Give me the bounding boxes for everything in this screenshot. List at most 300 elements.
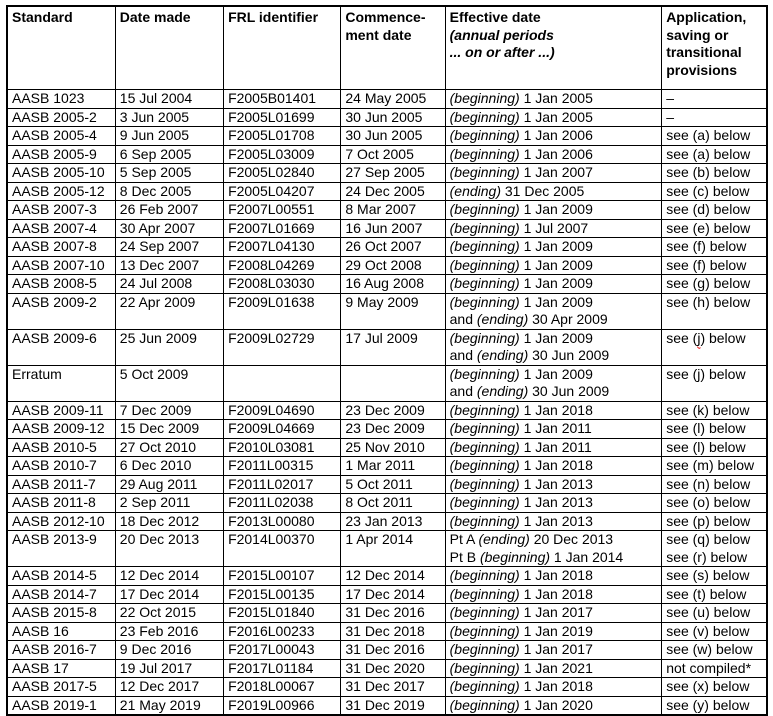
- cell-effective-date: [445, 420, 662, 439]
- table-row: [7, 164, 767, 183]
- application-line: [666, 127, 764, 145]
- table-row: [7, 365, 767, 401]
- text-segment: (ending): [449, 182, 501, 199]
- cell-commencement-date: 31 Dec 2019: [341, 696, 445, 715]
- application-line: [666, 183, 764, 201]
- cell-commencement-date: 16 Jun 2007: [341, 219, 445, 238]
- application-line: [666, 623, 764, 641]
- text-segment: 1 Jan 2009: [519, 293, 593, 310]
- cell-commencement-date: 31 Dec 2017: [341, 678, 445, 697]
- cell-application-provisions: [662, 604, 767, 623]
- cell-commencement-date: 7 Oct 2005: [341, 145, 445, 164]
- text-segment: see (r) below: [666, 548, 748, 565]
- text-segment: FRL identifier: [228, 9, 319, 25]
- effective-date-line: [450, 402, 660, 420]
- cell-commencement-date: 26 Oct 2007: [341, 238, 445, 257]
- table-row: [7, 275, 767, 294]
- effective-date-line: [450, 294, 660, 312]
- application-line: [666, 238, 764, 256]
- cell-application-provisions: [662, 438, 767, 457]
- text-segment: see (o) below: [666, 494, 751, 510]
- effective-date-line: [450, 623, 660, 641]
- cell-date-made: 6 Sep 2005: [115, 145, 223, 164]
- text-segment: (beginning): [449, 90, 520, 106]
- text-segment: (beginning): [449, 293, 520, 310]
- cell-date-made: 25 Jun 2009: [115, 329, 223, 365]
- text-segment: (beginning): [449, 219, 520, 236]
- spellcheck-flagged-text: j: [697, 329, 701, 346]
- cell-effective-date: [445, 678, 662, 697]
- text-segment: (beginning): [449, 438, 520, 455]
- cell-frl-identifier: F2005L03009: [224, 145, 341, 164]
- text-segment: and: [449, 383, 477, 399]
- cell-commencement-date: 1 Apr 2014: [341, 531, 445, 567]
- cell-effective-date: [445, 622, 662, 641]
- text-segment: Pt A: [449, 531, 479, 547]
- cell-standard: AASB 2012-10: [7, 512, 115, 531]
- text-segment: (beginning): [449, 678, 520, 694]
- text-segment: Commence-: [345, 9, 426, 25]
- text-segment: (beginning): [449, 585, 520, 602]
- cell-application-provisions: [662, 238, 767, 257]
- cell-frl-identifier: F2005L04207: [224, 182, 341, 201]
- cell-application-provisions: [662, 90, 767, 109]
- application-line: [666, 366, 764, 384]
- text-segment: (beginning): [449, 145, 520, 162]
- text-segment: –: [666, 90, 674, 106]
- application-line: [666, 697, 764, 715]
- cell-frl-identifier: F2015L00107: [224, 567, 341, 586]
- cell-date-made: 26 Feb 2007: [115, 201, 223, 220]
- cell-date-made: 22 Apr 2009: [115, 293, 223, 329]
- cell-date-made: 9 Jun 2005: [115, 127, 223, 146]
- cell-application-provisions: [662, 696, 767, 715]
- column-header-line: [228, 9, 338, 27]
- cell-standard: AASB 1023: [7, 90, 115, 109]
- cell-frl-identifier: F2016L00233: [224, 622, 341, 641]
- cell-frl-identifier: F2011L02038: [224, 494, 341, 513]
- cell-commencement-date: 31 Dec 2016: [341, 604, 445, 623]
- table-row: [7, 90, 767, 109]
- cell-standard: AASB 2005-9: [7, 145, 115, 164]
- cell-frl-identifier: F2007L04130: [224, 238, 341, 257]
- cell-standard: AASB 2009-11: [7, 401, 115, 420]
- text-segment: (beginning): [449, 696, 520, 713]
- cell-frl-identifier: F2008L03030: [224, 275, 341, 294]
- text-segment: 1 Jan 2014: [550, 548, 624, 565]
- cell-standard: AASB 2007-4: [7, 219, 115, 238]
- cell-date-made: 9 Dec 2016: [115, 641, 223, 660]
- effective-date-line: [450, 586, 660, 604]
- text-segment: 1 Jan 2006: [519, 127, 593, 143]
- text-segment: 30 Jun 2009: [528, 383, 610, 399]
- cell-application-provisions: [662, 567, 767, 586]
- application-line: [666, 457, 764, 475]
- cell-application-provisions: [662, 182, 767, 201]
- cell-date-made: 7 Dec 2009: [115, 401, 223, 420]
- text-segment: see (g) below: [666, 275, 751, 291]
- cell-standard: AASB 2017-5: [7, 678, 115, 697]
- cell-commencement-date: 17 Dec 2014: [341, 585, 445, 604]
- cell-standard: AASB 2009-2: [7, 293, 115, 329]
- cell-effective-date: [445, 365, 662, 401]
- text-segment: see (j) below: [666, 365, 746, 382]
- cell-commencement-date: 25 Nov 2010: [341, 438, 445, 457]
- application-line: [666, 586, 764, 604]
- text-segment: see (p) below: [666, 512, 751, 529]
- text-segment: saving or: [666, 26, 729, 43]
- cell-standard: AASB 2005-2: [7, 108, 115, 127]
- cell-effective-date: [445, 329, 662, 365]
- cell-commencement-date: 23 Dec 2009: [341, 401, 445, 420]
- column-header-line: [345, 9, 442, 27]
- cell-effective-date: [445, 256, 662, 275]
- cell-date-made: 27 Oct 2010: [115, 438, 223, 457]
- text-segment: (beginning): [449, 329, 520, 346]
- effective-date-line: [450, 257, 660, 275]
- cell-standard: AASB 2008-5: [7, 275, 115, 294]
- cell-date-made: 19 Jul 2017: [115, 659, 223, 678]
- cell-frl-identifier: F2009L01638: [224, 293, 341, 329]
- application-line: [666, 257, 764, 275]
- application-line: [666, 494, 764, 512]
- text-segment: 30 Jun 2009: [528, 347, 610, 363]
- cell-effective-date: [445, 219, 662, 238]
- text-segment: see (f) below: [666, 256, 747, 273]
- cell-application-provisions: [662, 145, 767, 164]
- cell-standard: AASB 2014-5: [7, 567, 115, 586]
- text-segment: see (n) below: [666, 475, 751, 492]
- table-row: [7, 401, 767, 420]
- text-segment: 1 Jan 2018: [519, 678, 593, 694]
- application-line: [666, 402, 764, 420]
- cell-date-made: 21 May 2019: [115, 696, 223, 715]
- text-segment: (beginning): [449, 164, 520, 180]
- text-segment: 31 Dec 2005: [501, 182, 585, 199]
- text-segment: 20 Dec 2013: [529, 531, 614, 547]
- text-segment: (beginning): [449, 108, 520, 125]
- application-line: [666, 201, 764, 219]
- cell-standard: AASB 2014-7: [7, 585, 115, 604]
- effective-date-line: [450, 311, 660, 329]
- cell-effective-date: [445, 457, 662, 476]
- text-segment: 1 Jan 2013: [519, 512, 593, 529]
- cell-commencement-date: 8 Mar 2007: [341, 201, 445, 220]
- cell-commencement-date: 16 Aug 2008: [341, 275, 445, 294]
- column-header-frl-identifier: [224, 6, 341, 90]
- text-segment: 1 Jan 2013: [519, 475, 593, 492]
- table-row: [7, 531, 767, 567]
- application-line: [666, 220, 764, 238]
- text-segment: Application,: [666, 9, 747, 25]
- text-segment: (beginning): [449, 494, 520, 510]
- column-header-date-made: [115, 6, 223, 90]
- application-line: [666, 330, 764, 348]
- text-segment: (beginning): [449, 365, 520, 382]
- cell-standard: AASB 2007-3: [7, 201, 115, 220]
- cell-frl-identifier: F2005L02840: [224, 164, 341, 183]
- application-line: [666, 641, 764, 659]
- cell-date-made: 15 Jul 2004: [115, 90, 223, 109]
- text-segment: (beginning): [449, 401, 520, 418]
- cell-frl-identifier: [224, 365, 341, 401]
- cell-effective-date: [445, 201, 662, 220]
- text-segment: Effective date: [449, 9, 541, 25]
- cell-effective-date: [445, 275, 662, 294]
- application-line: [666, 660, 764, 678]
- text-segment: see (l) below: [666, 438, 746, 455]
- cell-application-provisions: [662, 678, 767, 697]
- effective-date-line: [450, 90, 660, 108]
- text-segment: 1 Jan 2005: [519, 108, 593, 125]
- application-line: [666, 275, 764, 293]
- application-line: [666, 90, 764, 108]
- text-segment: (beginning): [449, 659, 520, 676]
- text-segment: see (h) below: [666, 293, 751, 310]
- effective-date-line: [450, 439, 660, 457]
- cell-standard: AASB 2009-6: [7, 329, 115, 365]
- cell-date-made: 17 Dec 2014: [115, 585, 223, 604]
- cell-standard: AASB 2005-10: [7, 164, 115, 183]
- cell-application-provisions: [662, 420, 767, 439]
- table-row: [7, 457, 767, 476]
- cell-standard: AASB 2007-8: [7, 238, 115, 257]
- application-line: [666, 146, 764, 164]
- text-segment: see (t) below: [666, 585, 747, 602]
- text-segment: see (c) below: [666, 182, 750, 199]
- text-segment: 1 Jan 2009: [519, 329, 593, 346]
- cell-commencement-date: 24 Dec 2005: [341, 182, 445, 201]
- text-segment: 1 Jul 2007: [519, 219, 589, 236]
- cell-frl-identifier: F2015L01840: [224, 604, 341, 623]
- cell-standard: AASB 2009-12: [7, 420, 115, 439]
- application-line: [666, 567, 764, 585]
- table-row: [7, 696, 767, 715]
- cell-frl-identifier: F2011L00315: [224, 457, 341, 476]
- text-segment: and: [449, 311, 477, 327]
- cell-effective-date: [445, 567, 662, 586]
- effective-date-line: [450, 457, 660, 475]
- cell-effective-date: [445, 293, 662, 329]
- text-segment: (beginning): [449, 512, 520, 529]
- cell-frl-identifier: F2008L04269: [224, 256, 341, 275]
- text-segment: (beginning): [449, 127, 520, 143]
- cell-application-provisions: [662, 275, 767, 294]
- cell-application-provisions: [662, 531, 767, 567]
- table-row: [7, 256, 767, 275]
- text-segment: 1 Jan 2018: [519, 567, 593, 583]
- cell-frl-identifier: F2015L00135: [224, 585, 341, 604]
- effective-date-line: [450, 127, 660, 145]
- cell-standard: AASB 2015-8: [7, 604, 115, 623]
- cell-application-provisions: [662, 256, 767, 275]
- table-row: [7, 585, 767, 604]
- cell-date-made: 23 Feb 2016: [115, 622, 223, 641]
- text-segment: see (d) below: [666, 201, 751, 217]
- column-header-standard: [7, 6, 115, 90]
- header-row: [7, 6, 767, 90]
- cell-commencement-date: 5 Oct 2011: [341, 475, 445, 494]
- cell-application-provisions: [662, 201, 767, 220]
- cell-commencement-date: 9 May 2009: [341, 293, 445, 329]
- cell-commencement-date: 8 Oct 2011: [341, 494, 445, 513]
- cell-commencement-date: 30 Jun 2005: [341, 127, 445, 146]
- cell-date-made: 13 Dec 2007: [115, 256, 223, 275]
- text-segment: see (w) below: [666, 641, 753, 657]
- application-line: [666, 531, 764, 549]
- cell-application-provisions: [662, 293, 767, 329]
- cell-date-made: 6 Dec 2010: [115, 457, 223, 476]
- cell-date-made: 12 Dec 2017: [115, 678, 223, 697]
- cell-application-provisions: [662, 641, 767, 660]
- cell-frl-identifier: F2005B01401: [224, 90, 341, 109]
- cell-application-provisions: [662, 659, 767, 678]
- table-row: [7, 329, 767, 365]
- table-row: [7, 475, 767, 494]
- text-segment: 1 Jan 2009: [519, 275, 593, 291]
- effective-date-line: [450, 366, 660, 384]
- text-segment: 1 Jan 2018: [519, 585, 593, 602]
- text-segment: (beginning): [449, 256, 520, 273]
- cell-effective-date: [445, 531, 662, 567]
- cell-effective-date: [445, 512, 662, 531]
- cell-application-provisions: [662, 457, 767, 476]
- text-segment: see (q) below: [666, 531, 751, 547]
- table-row: [7, 108, 767, 127]
- cell-application-provisions: [662, 622, 767, 641]
- text-segment: see (m) below: [666, 457, 755, 473]
- cell-commencement-date: 23 Dec 2009: [341, 420, 445, 439]
- cell-commencement-date: 24 May 2005: [341, 90, 445, 109]
- text-segment: 1 Jan 2007: [519, 164, 593, 180]
- cell-frl-identifier: F2019L00966: [224, 696, 341, 715]
- table-row: [7, 201, 767, 220]
- effective-date-line: [450, 567, 660, 585]
- cell-application-provisions: [662, 512, 767, 531]
- effective-date-line: [450, 641, 660, 659]
- cell-effective-date: [445, 90, 662, 109]
- effective-date-line: [450, 604, 660, 622]
- cell-frl-identifier: F2010L03081: [224, 438, 341, 457]
- cell-standard: Erratum: [7, 365, 115, 401]
- cell-date-made: 20 Dec 2013: [115, 531, 223, 567]
- application-line: [666, 109, 764, 127]
- text-segment: –: [666, 108, 674, 125]
- text-segment: see (v) below: [666, 622, 750, 639]
- cell-commencement-date: 29 Oct 2008: [341, 256, 445, 275]
- cell-effective-date: [445, 145, 662, 164]
- column-header-application-provisions: [662, 6, 767, 90]
- cell-standard: AASB 16: [7, 622, 115, 641]
- text-segment: 1 Jan 2009: [519, 256, 593, 273]
- effective-date-line: [450, 513, 660, 531]
- cell-commencement-date: 1 Mar 2011: [341, 457, 445, 476]
- cell-date-made: 24 Sep 2007: [115, 238, 223, 257]
- column-header-line: [12, 9, 113, 27]
- effective-date-line: [450, 238, 660, 256]
- text-segment: (beginning): [449, 622, 520, 639]
- column-header-line: [120, 9, 221, 27]
- effective-date-line: [450, 220, 660, 238]
- cell-effective-date: [445, 108, 662, 127]
- cell-commencement-date: 31 Dec 2016: [341, 641, 445, 660]
- cell-date-made: 18 Dec 2012: [115, 512, 223, 531]
- column-header-line: [450, 44, 660, 62]
- table-row: [7, 238, 767, 257]
- cell-frl-identifier: F2014L00370: [224, 531, 341, 567]
- text-segment: 1 Jan 2017: [519, 604, 593, 620]
- cell-application-provisions: [662, 219, 767, 238]
- cell-application-provisions: [662, 329, 767, 365]
- cell-date-made: 5 Sep 2005: [115, 164, 223, 183]
- text-segment: see (u) below: [666, 604, 751, 620]
- column-header-line: [345, 27, 442, 45]
- cell-application-provisions: [662, 164, 767, 183]
- cell-date-made: 29 Aug 2011: [115, 475, 223, 494]
- column-header-commencement-date: [341, 6, 445, 90]
- cell-commencement-date: 17 Jul 2009: [341, 329, 445, 365]
- cell-commencement-date: 31 Dec 2018: [341, 622, 445, 641]
- cell-date-made: 2 Sep 2011: [115, 494, 223, 513]
- text-segment: 1 Jan 2011: [519, 438, 592, 455]
- text-segment: not compiled*: [666, 659, 752, 676]
- text-segment: (beginning): [449, 641, 520, 657]
- cell-standard: AASB 2005-4: [7, 127, 115, 146]
- effective-date-line: [450, 146, 660, 164]
- effective-date-line: [450, 420, 660, 438]
- cell-standard: AASB 2005-12: [7, 182, 115, 201]
- cell-application-provisions: [662, 401, 767, 420]
- text-segment: (ending): [476, 383, 529, 399]
- cell-date-made: 24 Jul 2008: [115, 275, 223, 294]
- text-segment: (beginning): [449, 238, 520, 254]
- effective-date-line: [450, 494, 660, 512]
- table-row: [7, 182, 767, 201]
- table-row: [7, 622, 767, 641]
- text-segment: (beginning): [449, 567, 520, 583]
- text-segment: see (k) below: [666, 401, 750, 418]
- text-segment: (beginning): [449, 604, 520, 620]
- cell-effective-date: [445, 494, 662, 513]
- cell-frl-identifier: F2007L01669: [224, 219, 341, 238]
- text-segment: transitional: [666, 44, 742, 60]
- cell-standard: AASB 2011-8: [7, 494, 115, 513]
- effective-date-line: [450, 164, 660, 182]
- cell-frl-identifier: F2009L02729: [224, 329, 341, 365]
- text-segment: (beginning): [449, 275, 520, 291]
- cell-effective-date: [445, 438, 662, 457]
- cell-standard: AASB 2016-7: [7, 641, 115, 660]
- table-row: [7, 219, 767, 238]
- column-header-line: [666, 9, 764, 27]
- text-segment: 1 Jan 2009: [519, 201, 593, 217]
- text-segment: 1 Jan 2018: [519, 401, 593, 418]
- cell-commencement-date: 12 Dec 2014: [341, 567, 445, 586]
- text-segment: see (x) below: [666, 678, 750, 694]
- application-line: [666, 604, 764, 622]
- cell-commencement-date: 30 Jun 2005: [341, 108, 445, 127]
- effective-date-line: [450, 678, 660, 696]
- cell-effective-date: [445, 659, 662, 678]
- column-header-effective-date: [445, 6, 662, 90]
- application-line: [666, 294, 764, 312]
- table-row: [7, 604, 767, 623]
- text-segment: 1 Jan 2006: [519, 145, 593, 162]
- cell-application-provisions: [662, 127, 767, 146]
- cell-effective-date: [445, 182, 662, 201]
- aasb-amendments-table: [6, 5, 768, 716]
- cell-frl-identifier: F2011L02017: [224, 475, 341, 494]
